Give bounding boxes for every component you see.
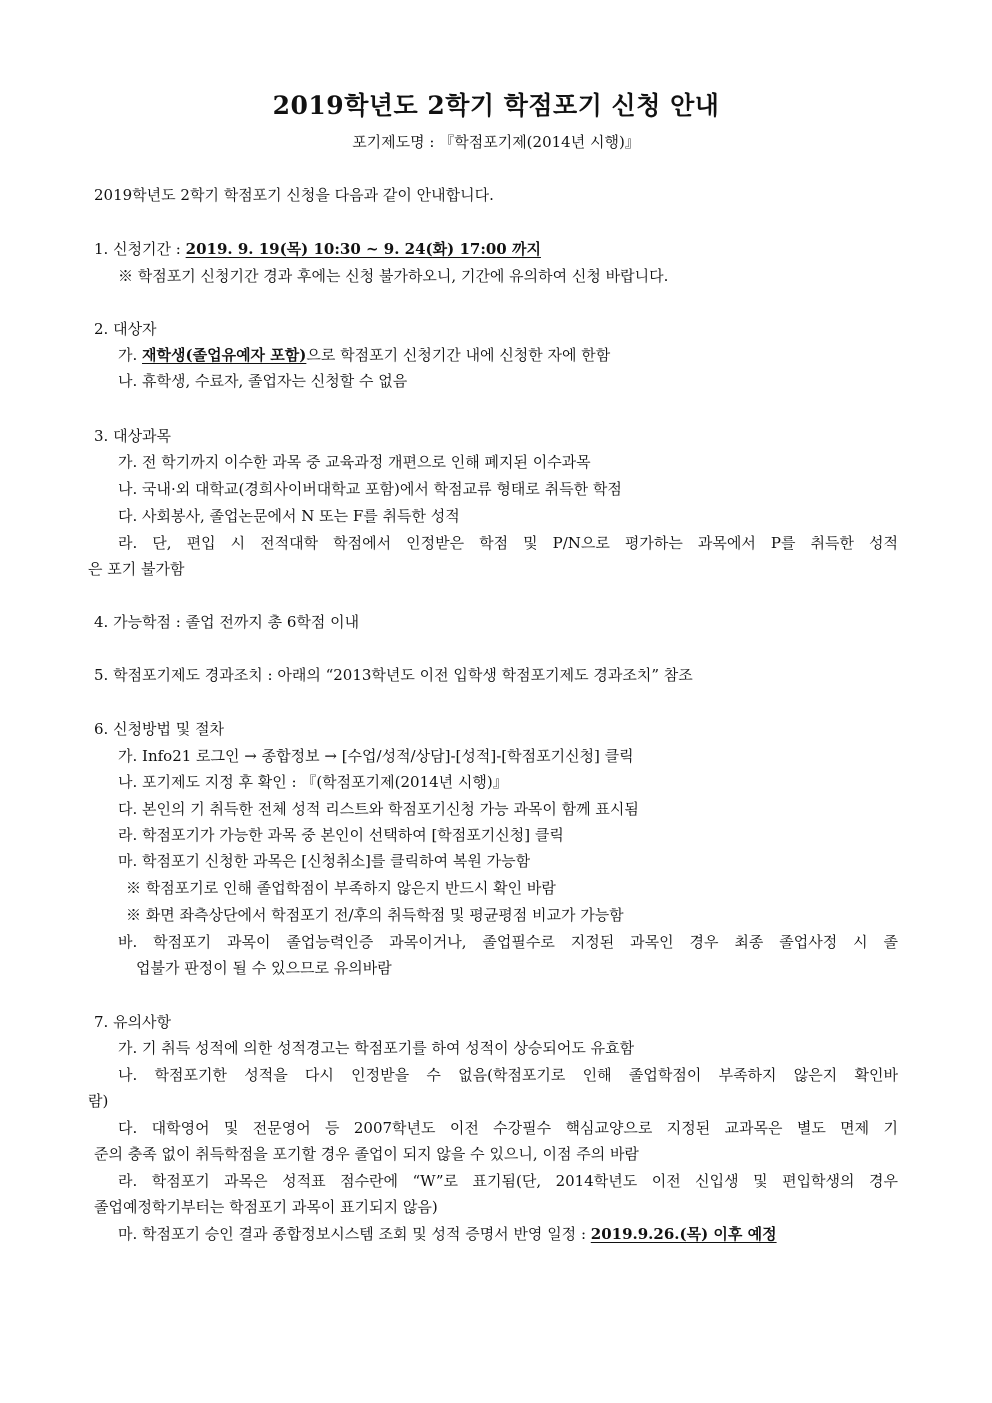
section-3-heading: 3. 대상과목 [94, 427, 172, 445]
page-subtitle: 포기제도명 : 『학점포기제(2014년 시행)』 [352, 133, 640, 151]
eligible-students: 재학생(졸업유예자 포함) [142, 346, 307, 364]
item-text: 으로 학점포기 신청기간 내에 신청한 자에 한함 [306, 346, 611, 364]
section-2-heading: 2. 대상자 [94, 320, 157, 338]
section-7-item-e [118, 1221, 898, 1247]
section-6-item-d: 라. 학점포기가 가능한 과목 중 본인이 선택하여 [학점포기신청] 클릭 [118, 826, 564, 844]
section-4: 4. 가능학점 : 졸업 전까지 총 6학점 이내 [94, 613, 360, 631]
section-6-item-a: 가. Info21 로그인 → 종합정보 → [수업/성적/상담]-[성적]-[학점포기신청] 클릭 [118, 747, 634, 765]
section-6-item-f-line2: 업불가 판정이 될 수 있으므로 유의바람 [136, 959, 392, 977]
section-6-item-b: 나. 포기제도 지정 후 확인 : 『(학점포기제(2014년 시행)』 [118, 773, 508, 791]
section-2-item-b: 나. 휴학생, 수료자, 졸업자는 신청할 수 없음 [118, 372, 408, 390]
section-7-item-a: 가. 기 취득 성적에 의한 성적경고는 학점포기를 하여 성적이 상승되어도 유효함 [118, 1039, 635, 1057]
section-3-item-a: 가. 전 학기까지 이수한 과목 중 교육과정 개편으로 인해 폐지된 이수과목 [118, 453, 591, 471]
application-period: 2019. 9. 19(목) 10:30 ~ 9. 24(화) 17:00 까지 [185, 240, 541, 258]
item-marker: 가. [118, 346, 143, 364]
item-text: 마. 학점포기 승인 결과 종합정보시스템 조회 및 성적 증명서 반영 일정 : [118, 1225, 591, 1243]
section-1-note: ※ 학점포기 신청기간 경과 후에는 신청 불가하오니, 기간에 유의하여 신청 바랍니다. [118, 267, 669, 285]
section-6-note-1: ※ 학점포기로 인해 졸업학점이 부족하지 않은지 반드시 확인 바람 [126, 879, 556, 897]
section-1-heading: 1. 신청기간 : [94, 240, 186, 258]
section-6-item-f-line1: 바. 학점포기 과목이 졸업능력인증 과목이거나, 졸업필수로 지정된 과목인 경우 최종 졸업사정 시 졸 [118, 933, 898, 951]
section-6-item-e: 마. 학점포기 신청한 과목은 [신청취소]를 클릭하여 복원 가능함 [118, 852, 531, 870]
section-7-item-b-line1: 나. 학점포기한 성적을 다시 인정받을 수 없음(학점포기로 인해 졸업학점이 부족하지 않은지 확인바 [118, 1066, 898, 1084]
section-2-item-a [118, 342, 898, 368]
intro-text: 2019학년도 2학기 학점포기 신청을 다음과 같이 안내합니다. [94, 186, 494, 204]
section-1-period [94, 236, 898, 262]
section-7-item-c-line2: 준의 충족 없이 취득학점을 포기할 경우 졸업이 되지 않을 수 있으니, 이점 주의 바람 [94, 1145, 639, 1163]
section-6-note-2: ※ 화면 좌측상단에서 학점포기 전/후의 취득학점 및 평균평점 비교가 가능함 [126, 906, 624, 924]
section-7-item-b-line2: 람) [88, 1092, 109, 1110]
page-title: 2019학년도 2학기 학점포기 신청 안내 [272, 91, 720, 120]
section-3-item-d-line2: 은 포기 불가함 [88, 560, 185, 578]
section-3-item-c: 다. 사회봉사, 졸업논문에서 N 또는 F를 취득한 성적 [118, 507, 460, 525]
section-3-item-b: 나. 국내·외 대학교(경희사이버대학교 포함)에서 학점교류 형태로 취득한 학점 [118, 480, 622, 498]
section-6-heading: 6. 신청방법 및 절차 [94, 720, 225, 738]
section-7-heading: 7. 유의사항 [94, 1013, 172, 1031]
section-6-item-c: 다. 본인의 기 취득한 전체 성적 리스트와 학점포기신청 가능 과목이 함께 표시됨 [118, 800, 639, 818]
section-5: 5. 학점포기제도 경과조치 : 아래의 “2013학년도 이전 입학생 학점포기제도 경과조치” 참조 [94, 666, 693, 684]
section-7-item-c-line1: 다. 대학영어 및 전문영어 등 2007학년도 이전 수강필수 핵심교양으로 지정된 교과목은 별도 면제 기 [118, 1119, 898, 1137]
section-3-item-d-line1: 라. 단, 편입 시 전적대학 학점에서 인정받은 학점 및 P/N으로 평가하는 과목에서 P를 취득한 성적 [118, 534, 898, 552]
section-7-item-d-line2: 졸업예정학기부터는 학점포기 과목이 표기되지 않음) [94, 1198, 438, 1216]
reflection-date: 2019.9.26.(목) 이후 예정 [590, 1225, 777, 1243]
section-7-item-d-line1: 라. 학점포기 과목은 성적표 점수란에 “W”로 표기됨(단, 2014학년도 이전 신입생 및 편입학생의 경우 [118, 1172, 898, 1190]
